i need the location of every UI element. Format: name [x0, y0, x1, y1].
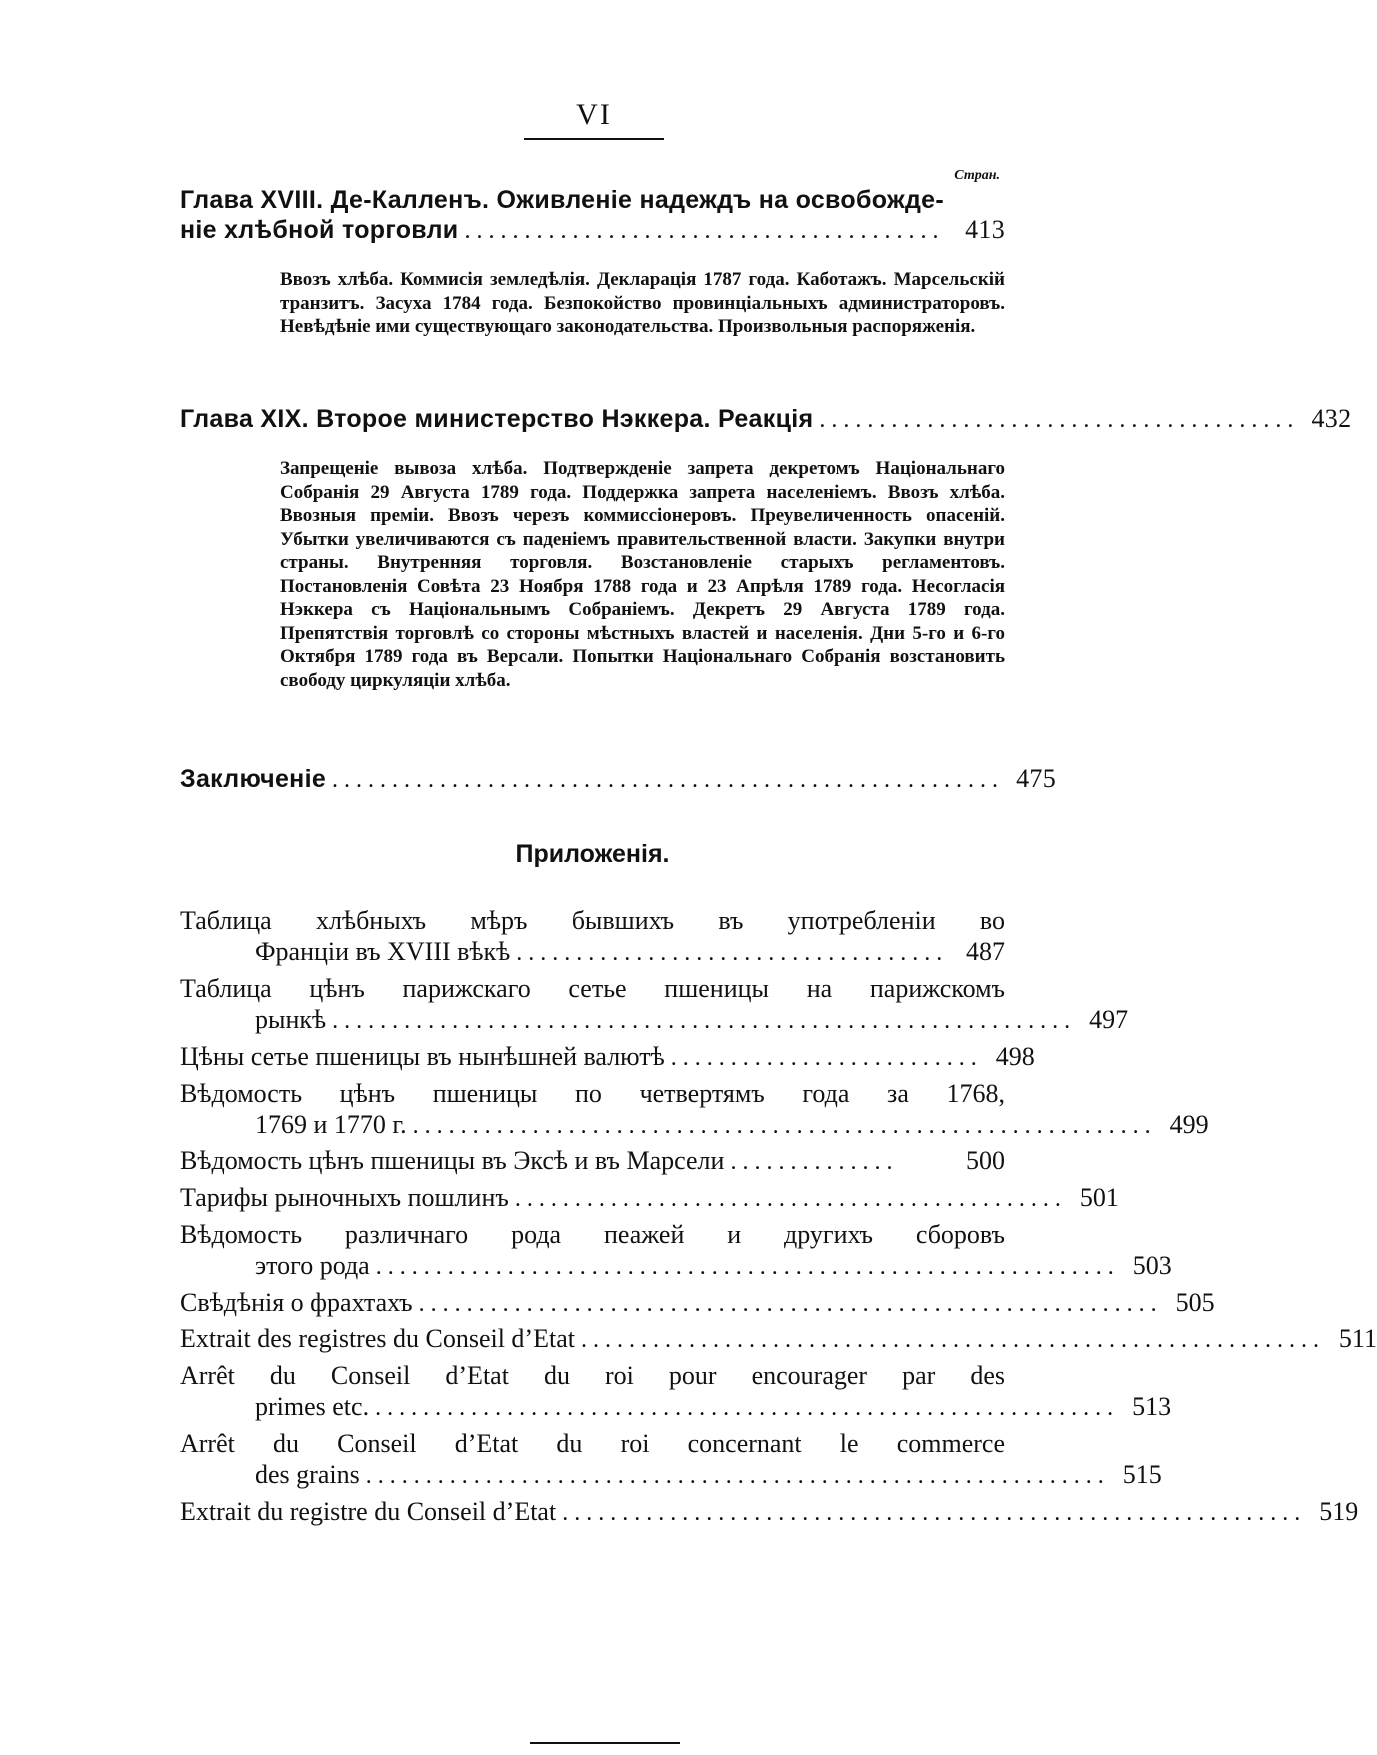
item-line1: Вѣдомость цѣнъ пшеницы въ Эксѣ и въ Марсели: [180, 1146, 725, 1176]
dot-leader: ....................................: [516, 940, 949, 967]
list-item: [180, 905, 1005, 969]
dot-leader: ..............................................................: [365, 1463, 1110, 1490]
footer-rule: [530, 1742, 680, 1744]
list-item: [180, 1078, 1209, 1142]
dot-leader: ..............................................................: [375, 1395, 1120, 1422]
dot-leader: ..............................................................: [412, 1112, 1157, 1139]
chapter-page: 432: [1311, 404, 1352, 433]
item-line1: Таблица цѣнъ парижскаго сетье пшеницы на парижскомъ: [180, 973, 1005, 1003]
chapter-summary: Ввозъ хлѣба. Коммисія земледѣлія. Декларація 1787 года. Каботажъ. Марсельскій транзитъ. Засуха 1784 года. Безпокойство провинціальныхъ администраторовъ. Невѣдѣніе ими существующаго законодательства. Произвольныя распоряженія.: [280, 269, 1005, 337]
item-line2: des grains: [255, 1460, 360, 1490]
item-line1: Вѣдомость цѣнъ пшеницы по четвертямъ года за 1768,: [180, 1078, 1005, 1108]
item-line1: Тарифы рыночныхъ пошлинъ: [180, 1183, 509, 1213]
dot-leader: ........................................: [464, 218, 945, 244]
list-item: [180, 1496, 1359, 1529]
item-line2: Франціи въ XVIII вѣкѣ: [255, 937, 511, 967]
item-line2: этого рода: [255, 1251, 370, 1281]
dot-leader: ..........................: [670, 1044, 983, 1071]
dot-leader: ........................................: [819, 407, 1300, 433]
item-line1: Цѣны сетье пшеницы въ нынѣшней валютѣ: [180, 1041, 665, 1071]
chapter-19: [180, 404, 1352, 692]
item-page: 515: [1122, 1460, 1162, 1490]
dot-leader: ..............: [730, 1149, 899, 1176]
item-line1: Свѣдѣнія о фрахтахъ: [180, 1287, 413, 1317]
item-line1: Arrêt du Conseil d’Etat du roi concernant le commerce: [180, 1429, 1005, 1459]
item-line1: Таблица хлѣбныхъ мѣръ бывшихъ въ употребленіи во: [180, 906, 1005, 935]
dot-leader: ..............................................................: [580, 1327, 1325, 1354]
item-line2: рынкѣ: [255, 1005, 327, 1035]
item-line2: primes etc.: [255, 1392, 370, 1422]
item-page: 487: [966, 937, 1005, 967]
item-line1: Arrêt du Conseil d’Etat du roi pour encourager par des: [180, 1361, 1005, 1391]
dot-leader: ..............................................................: [375, 1254, 1120, 1281]
item-page: 513: [1132, 1392, 1172, 1422]
chapter-title-line2: ніе хлѣбной торговли: [180, 216, 459, 244]
dot-leader: ..............................................................: [562, 1499, 1307, 1526]
appendix-list: [180, 905, 1377, 1533]
item-line1: Extrait des registres du Conseil d’Etat: [180, 1324, 575, 1354]
list-item: [180, 1360, 1172, 1424]
item-page: 501: [1079, 1183, 1119, 1213]
chapter-title-line1: Заключеніе: [180, 765, 327, 793]
item-page: 503: [1132, 1251, 1172, 1281]
list-item: [180, 973, 1129, 1037]
item-page: 519: [1319, 1496, 1359, 1526]
chapter-title: [180, 404, 1352, 435]
list-item: [180, 1182, 1119, 1215]
item-page: 511: [1338, 1324, 1377, 1354]
item-page: 497: [1089, 1005, 1129, 1035]
list-item: [180, 1323, 1377, 1356]
item-line1: Вѣдомость различнаго рода пеажей и другихъ сборовъ: [180, 1219, 1005, 1249]
page-column-header: Стран.: [954, 168, 1000, 183]
item-page: 498: [995, 1041, 1035, 1071]
item-page: 500: [966, 1146, 1005, 1176]
conclusion: [180, 764, 1057, 795]
list-item: [180, 1041, 1035, 1074]
item-page: 499: [1169, 1109, 1209, 1139]
chapter-page: 413: [965, 215, 1005, 244]
page-number: VI: [576, 98, 612, 131]
item-line1: Extrait du registre du Conseil d’Etat: [180, 1496, 557, 1526]
header-rule: [524, 138, 664, 140]
chapter-title-line1: Глава XVIII. Де-Калленъ. Оживленіе надеждъ на освобожде-: [180, 186, 944, 214]
chapter-title: [180, 764, 1057, 795]
appendix-heading: Приложенія.: [515, 840, 670, 868]
list-item: [180, 1428, 1162, 1492]
dot-leader: ........................................................: [332, 767, 1005, 793]
list-item: [180, 1219, 1172, 1283]
chapter-page: 475: [1016, 764, 1057, 793]
item-page: 505: [1175, 1287, 1215, 1317]
list-item: [180, 1287, 1215, 1320]
chapter-summary: Запрещеніе вывоза хлѣба. Подтвержденіе запрета декретомъ Національнаго Собранія 29 Августа 1789 года. Поддержка запрета населеніемъ. Ввозъ хлѣба. Ввозныя преміи. Ввозъ черезъ коммиссіонеровъ. Преувеличенность опасеній. Убытки увеличиваются съ паденіемъ правительственной власти. Закупки внутри страны. Внутренняя торговля. Возстановленіе старыхъ регламентовъ. Постановленія Совѣта 23 Ноября 1788 года и 23 Апрѣля 1789 года. Несогласія Нэккера съ Національнымъ Собраніемъ. Декретъ 29 Августа 1789 года. Препятствія торговлѣ со стороны мѣстныхъ властей и населенія. Дни 5-го и 6-го Октября 1789 года въ Версали. Попытки Національнаго Собранія возстановить свободу циркуляціи хлѣба.: [280, 458, 1005, 691]
dot-leader: ..............................................................: [418, 1290, 1163, 1317]
item-line2: 1769 и 1770 г.: [255, 1109, 407, 1139]
chapter-title-line1: Глава XIX. Второе министерство Нэккера. Реакція: [180, 405, 814, 433]
dot-leader: ..............................................................: [332, 1008, 1077, 1035]
dot-leader: ..............................................: [514, 1186, 1067, 1213]
chapter-18: [180, 186, 1005, 339]
chapter-title: [180, 186, 1005, 246]
list-item: [180, 1145, 1005, 1178]
